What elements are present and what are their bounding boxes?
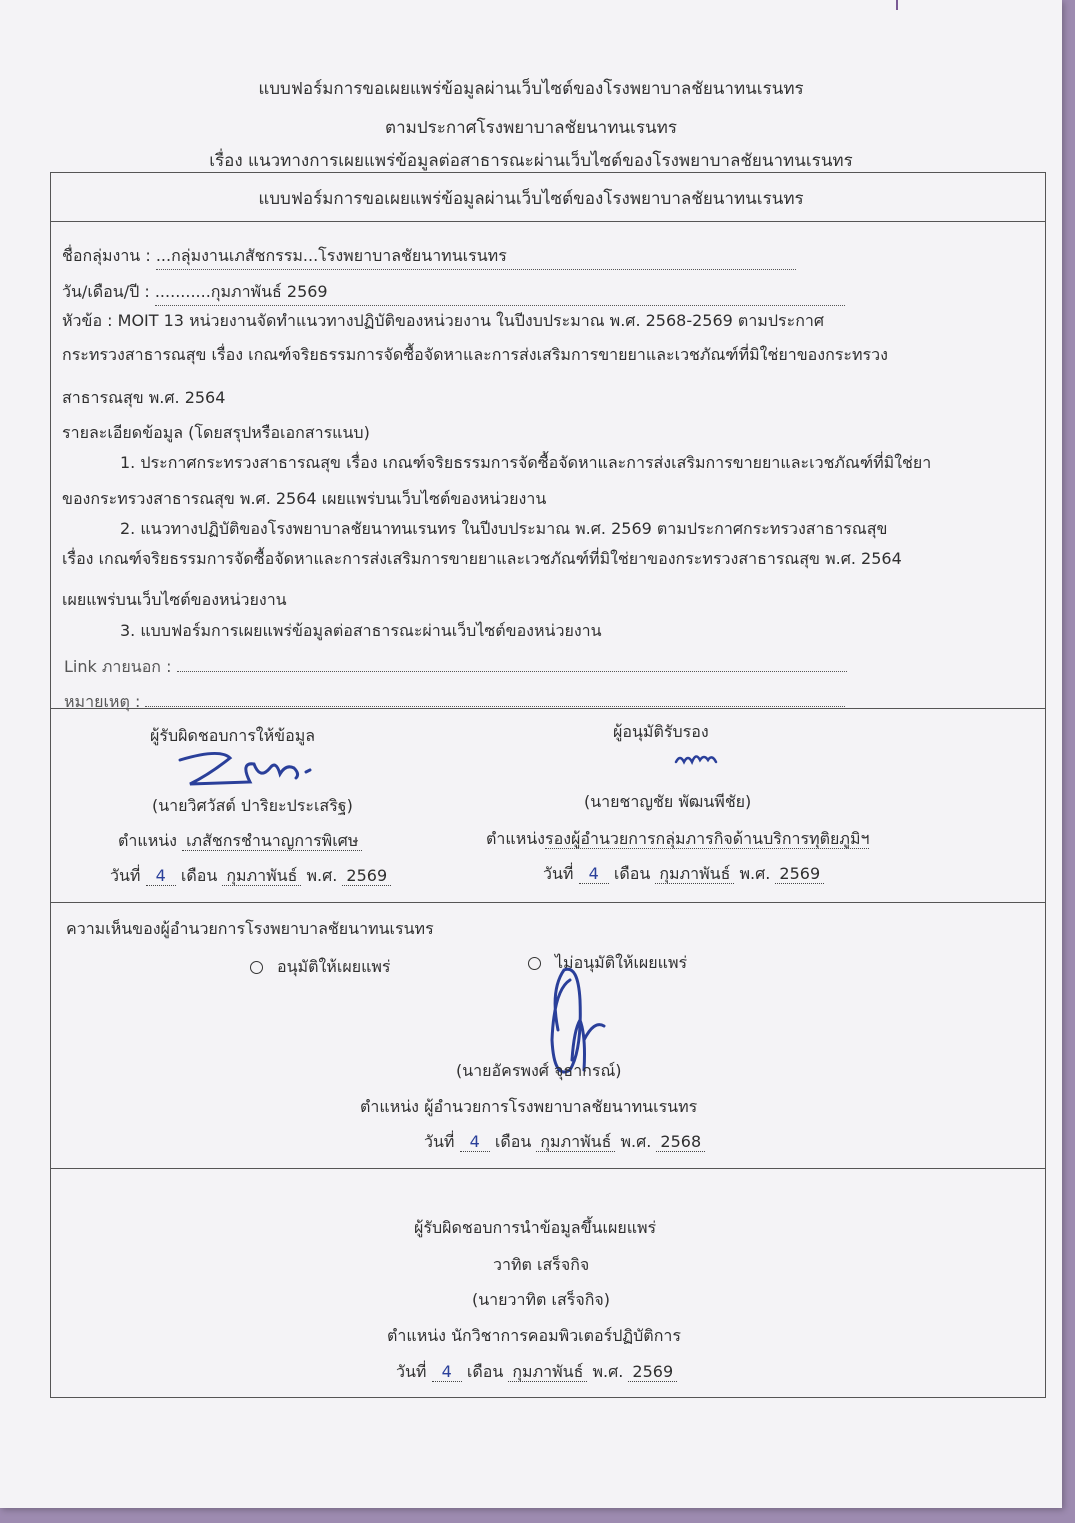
director-date: วันที่ 4 เดือน กุมภาพันธ์ พ.ศ. 2568 bbox=[424, 1130, 705, 1155]
divider bbox=[50, 221, 1046, 222]
item-1-line-1: 1. ประกาศกระทรวงสาธารณสุข เรื่อง เกณฑ์จริยธรรมการจัดซื้อจัดหาและการส่งเสริมการขายยาและเวชภัณฑ์ที่มิใช่ยา bbox=[120, 453, 932, 472]
right-name: (นายชาญชัย พัฒนพีชัย) bbox=[584, 792, 752, 811]
publisher-name: (นายวาทิต เสร็จกิจ) bbox=[472, 1290, 611, 1309]
publisher-signature: วาทิต เสร็จกิจ bbox=[493, 1255, 590, 1274]
item-2-line-1: 2. แนวทางปฏิบัติของโรงพยาบาลชัยนาทนเรนทร ในปีงบประมาณ พ.ศ. 2569 ตามประกาศกระทรวงสาธารณสุข bbox=[120, 519, 888, 538]
director-name: (นายอัครพงศ์ จุธากรณ์) bbox=[456, 1061, 622, 1080]
left-position: ตำแหน่ง เภสัชกรชำนาญการพิเศษ bbox=[118, 829, 362, 854]
header-line-2: ตามประกาศโรงพยาบาลชัยนาทนเรนทร bbox=[385, 118, 677, 138]
pen-mark bbox=[893, 0, 901, 12]
item-2-line-3: เผยแพร่บนเว็บไซต์ของหน่วยงาน bbox=[62, 590, 287, 609]
director-position: ตำแหน่ง ผู้อำนวยการโรงพยาบาลชัยนาทนเรนทร bbox=[360, 1097, 698, 1116]
left-name: (นายวิศวัสต์ ปาริยะประเสริฐ) bbox=[152, 796, 353, 815]
header-line-3: เรื่อง แนวทางการเผยแพร่ข้อมูลต่อสาธารณะผ่านเว็บไซต์ของโรงพยาบาลชัยนาทนเรนทร bbox=[209, 151, 853, 171]
topic-line-2: กระทรวงสาธารณสุข เรื่อง เกณฑ์จริยธรรมการจัดซื้อจัดหาและการส่งเสริมการขายยาและเวชภัณฑ์ที่มิใช่ยาของกระทรวง bbox=[62, 345, 888, 364]
group-label: ชื่อกลุ่มงาน : bbox=[62, 246, 151, 265]
link-label: Link ภายนอก : bbox=[64, 657, 172, 676]
publisher-position: ตำแหน่ง นักวิชาการคอมพิวเตอร์ปฏิบัติการ bbox=[387, 1326, 681, 1345]
topic-line-3: สาธารณสุข พ.ศ. 2564 bbox=[62, 388, 226, 407]
item-3: 3. แบบฟอร์มการเผยแพร่ข้อมูลต่อสาธารณะผ่านเว็บไซต์ของหน่วยงาน bbox=[120, 621, 602, 640]
publisher-role: ผู้รับผิดชอบการนำข้อมูลขึ้นเผยแพร่ bbox=[414, 1218, 657, 1237]
detail-label: รายละเอียดข้อมูล (โดยสรุปหรือเอกสารแนบ) bbox=[62, 423, 370, 442]
left-date: วันที่ 4 เดือน กุมภาพันธ์ พ.ศ. 2569 bbox=[110, 864, 391, 889]
note-label: หมายเหตุ : bbox=[64, 692, 141, 711]
right-role: ผู้อนุมัติรับรอง bbox=[613, 722, 709, 741]
item-1-line-2: ของกระทรวงสาธารณสุข พ.ศ. 2564 เผยแพร่บนเว็บไซต์ของหน่วยงาน bbox=[62, 489, 547, 508]
right-position: ตำแหน่งรองผู้อำนวยการกลุ่มภารกิจด้านบริการทุติยภูมิฯ bbox=[486, 829, 870, 848]
approve-option[interactable]: อนุมัติให้เผยแพร่ bbox=[250, 955, 391, 980]
date-label: วัน/เดือน/ปี : bbox=[62, 282, 150, 301]
divider bbox=[50, 1168, 1046, 1169]
divider bbox=[50, 902, 1046, 903]
item-2-line-2: เรื่อง เกณฑ์จริยธรรมการจัดซื้อจัดหาและการส่งเสริมการขายยาและเวชภัณฑ์ที่มิใช่ยาของกระทรวงสาธารณสุข พ.ศ. 2564 bbox=[62, 549, 902, 568]
link-field bbox=[64, 655, 847, 680]
right-signature bbox=[672, 748, 722, 772]
left-role: ผู้รับผิดชอบการให้ข้อมูล bbox=[150, 726, 316, 745]
left-position-value: เภสัชกรชำนาญการพิเศษ bbox=[182, 831, 362, 851]
group-value: ...กลุ่มงานเภสัชกรรม...โรงพยาบาลชัยนาทนเรนทร bbox=[155, 246, 507, 265]
publisher-date: วันที่ 4 เดือน กุมภาพันธ์ พ.ศ. 2569 bbox=[396, 1360, 677, 1385]
group-field bbox=[62, 244, 796, 270]
reject-option[interactable]: ไม่อนุมัติให้เผยแพร่ bbox=[528, 951, 687, 976]
date-value: ...........กุมภาพันธ์ 2569 bbox=[154, 282, 328, 301]
director-heading: ความเห็นของผู้อำนวยการโรงพยาบาลชัยนาทนเรนทร bbox=[66, 919, 434, 938]
divider bbox=[50, 708, 1046, 709]
form-title: แบบฟอร์มการขอเผยแพร่ข้อมูลผ่านเว็บไซต์ของโรงพยาบาลชัยนาทนเรนทร bbox=[258, 189, 804, 209]
topic-line-1: หัวข้อ : MOIT 13 หน่วยงานจัดทำแนวทางปฏิบัติของหน่วยงาน ในปีงบประมาณ พ.ศ. 2568-2569 ตามประกาศ bbox=[62, 311, 825, 330]
approve-radio[interactable] bbox=[250, 961, 263, 974]
date-field bbox=[62, 280, 845, 306]
note-field bbox=[64, 690, 845, 715]
left-signature bbox=[170, 744, 330, 790]
header-line-1: แบบฟอร์มการขอเผยแพร่ข้อมูลผ่านเว็บไซต์ของโรงพยาบาลชัยนาทนเรนทร bbox=[258, 79, 804, 99]
right-position-value: รองผู้อำนวยการกลุ่มภารกิจด้านบริการทุติยภูมิฯ bbox=[544, 829, 870, 848]
right-date: วันที่ 4 เดือน กุมภาพันธ์ พ.ศ. 2569 bbox=[543, 862, 824, 887]
